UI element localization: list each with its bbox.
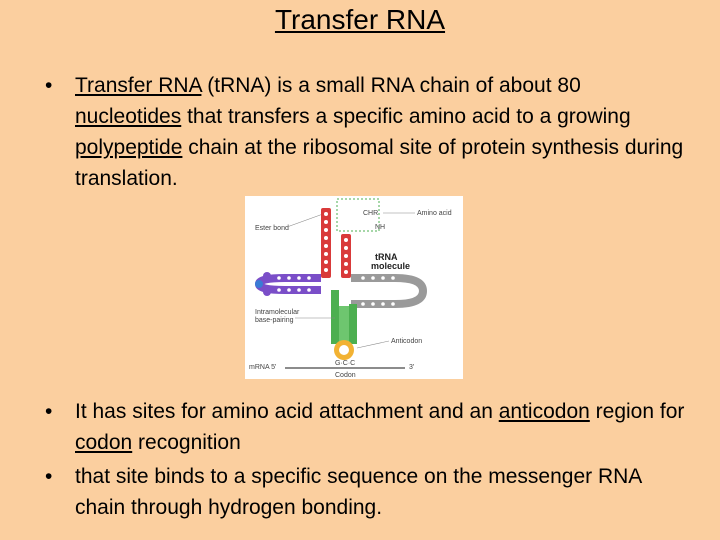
intramolecular-label-1: Intramolecular [255,309,300,316]
bullet2-text-c: recognition [132,431,241,454]
bullet-list-top [40,70,690,194]
anticodon-loop-center [339,345,349,355]
trna-label-line1: tRNA [375,252,398,262]
trna-diagram-svg [245,196,463,379]
bullet-dot: • [45,400,53,423]
anticodon-stem-left [331,290,339,344]
bullet-item-trna-definition [40,70,690,194]
t-arm [351,278,423,304]
link-nucleotides[interactable]: nucleotides [75,105,182,128]
d-arm [259,278,321,290]
bullet1-text-b: that transfers a specific amino acid to a growing [181,105,631,128]
intramolecular-label-2: base-pairing [255,317,294,324]
mrna-label: mRNA 5' [249,364,277,371]
d-loop-node-b [255,280,263,288]
bullet-dot: • [45,465,53,488]
bullet-dot: • [45,74,53,97]
amino-acid-label: Amino acid [417,210,452,217]
link-anticodon[interactable]: anticodon [498,400,590,423]
slide-title: Transfer RNA [274,4,446,35]
bullet2-text-b: region for [589,400,685,423]
link-polypeptide[interactable]: polypeptide [75,136,183,159]
nh2-label: NH [375,224,386,231]
bullet-item-binding [40,461,690,523]
bullet2-text-a: It has sites for amino acid attachment and an [75,400,499,423]
ester-bond-label: Ester bond [255,225,289,232]
link-codon[interactable]: codon [75,431,133,454]
anticodon-stem-pairs [339,306,349,342]
trna-label-line2: molecule [371,261,411,271]
bullet-item-sites [40,396,690,458]
bullet1-text-a: (tRNA) is a small RNA chain of about 80 [201,74,581,97]
mrna-3prime-label: 3' [409,364,415,371]
acceptor-stem-left [321,208,331,278]
anticodon-pointer [357,341,389,348]
trna-diagram [245,196,463,379]
anticodon-label: Anticodon [391,338,423,345]
bullet-list-bottom [40,396,690,526]
d-loop-node-a [263,272,271,280]
ester-bond-pointer [287,214,323,227]
anticodon-stem-right [349,304,357,344]
bullet3-text: that site binds to a specific sequence on the messenger RNA chain through hydrogen bonding. [75,465,642,519]
codon-label: Codon [335,372,356,379]
chr-label: CHR [363,210,379,217]
d-loop-node-c [263,288,271,296]
link-transfer-rna[interactable]: Transfer RNA [75,74,202,97]
bullet1-text-c: chain at the ribosomal site of protein synthesis during translation. [75,136,684,190]
codon-bases: G·C·C [335,360,356,367]
